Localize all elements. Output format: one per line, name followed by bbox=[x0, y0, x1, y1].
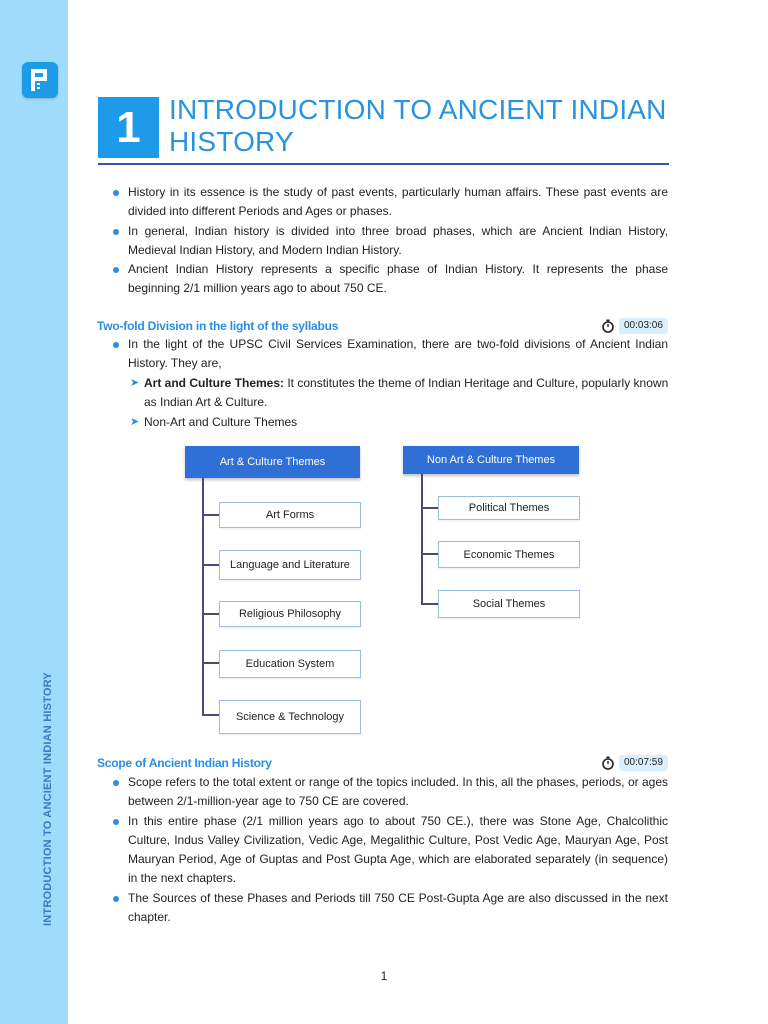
tree-connector bbox=[421, 507, 438, 509]
tree-connector bbox=[202, 714, 219, 716]
title-rule bbox=[98, 163, 669, 165]
list-item: In the light of the UPSC Civil Services Examination, there are two-fold divisions of Ancient Indian History. They are, bbox=[110, 335, 668, 374]
tree-connector bbox=[202, 613, 219, 615]
list-item: In general, Indian history is divided into three broad phases, which are Ancient Indian History, Medieval Indian History, and Modern Indian History. bbox=[110, 222, 668, 261]
diagram-node: Science & Technology bbox=[219, 700, 361, 734]
list-item: Ancient Indian History represents a specific phase of Indian History. It represents the phase beginning 2/1 million years ago to about 750 CE. bbox=[110, 260, 668, 299]
sub-list-item bbox=[130, 374, 670, 413]
diagram-header-art-culture: Art & Culture Themes bbox=[185, 446, 360, 478]
diagram-node: Art Forms bbox=[219, 502, 361, 528]
sub-item-text: It constitutes the theme of Indian Heritage and Culture, popularly known as Indian Art & Culture. bbox=[144, 376, 669, 410]
chapter-title: INTRODUCTION TO ANCIENT INDIAN HISTORY bbox=[169, 94, 667, 157]
intro-bullet-list bbox=[110, 183, 668, 299]
arrow-icon: ➤ bbox=[130, 415, 140, 428]
list-item: Scope refers to the total extent or range of the topics included. In this, all the phases, periods, or ages between 2/1-million-year age to 750 CE are covered. bbox=[110, 773, 668, 812]
video-timestamp[interactable] bbox=[601, 318, 671, 334]
diagram-node: Economic Themes bbox=[438, 541, 580, 568]
diagram-node: Political Themes bbox=[438, 496, 580, 520]
p-logo-icon bbox=[22, 62, 58, 98]
timestamp-label: 00:07:59 bbox=[619, 755, 668, 771]
tree-connector bbox=[202, 662, 219, 664]
section-heading-scope: Scope of Ancient Indian History bbox=[97, 756, 272, 770]
sub-item-bold: Art and Culture Themes: bbox=[144, 376, 285, 390]
sidebar-band bbox=[0, 0, 68, 1024]
list-item: The Sources of these Phases and Periods till 750 CE Post-Gupta Age are also discussed in the next chapter. bbox=[110, 889, 668, 928]
page-number: 1 bbox=[380, 969, 388, 983]
section1-bullet-list bbox=[110, 335, 668, 374]
diagram-header-non-art: Non Art & Culture Themes bbox=[403, 446, 579, 474]
sub-list-item bbox=[130, 413, 670, 432]
diagram-node: Religious Philosophy bbox=[219, 601, 361, 627]
chapter-number: 1 bbox=[98, 97, 159, 158]
stopwatch-icon bbox=[601, 319, 615, 333]
list-item: History in its essence is the study of past events, particularly human affairs. These past events are divided into different Periods and Ages or phases. bbox=[110, 183, 668, 222]
diagram-node: Language and Literature bbox=[219, 550, 361, 580]
diagram-node: Education System bbox=[219, 650, 361, 678]
sub-item-text: Non-Art and Culture Themes bbox=[144, 414, 298, 429]
sub-list bbox=[130, 374, 670, 432]
sidebar-vertical-title: INTRODUCTION TO ANCIENT INDIAN HISTORY bbox=[42, 672, 54, 926]
tree-connector bbox=[421, 474, 423, 604]
tree-connector bbox=[421, 603, 438, 605]
timestamp-label: 00:03:06 bbox=[619, 318, 668, 334]
video-timestamp[interactable] bbox=[601, 755, 671, 771]
section-heading-two-fold: Two-fold Division in the light of the syllabus bbox=[97, 319, 339, 333]
tree-connector bbox=[202, 514, 219, 516]
tree-connector bbox=[421, 553, 438, 555]
tree-connector bbox=[202, 564, 219, 566]
list-item: In this entire phase (2/1 million years ago to about 750 CE.), there was Stone Age, Chalcolithic Culture, Indus Valley Civilization, Vedic Age, Megalithic Culture, Post Vedic Age, Mauryan Age, Post Mauryan Period, Age of Guptas and Post Gupta Age, which are elaborated separately (in sequence) in the next chapters. bbox=[110, 812, 668, 889]
diagram-node: Social Themes bbox=[438, 590, 580, 618]
arrow-icon: ➤ bbox=[130, 377, 140, 389]
section2-bullet-list bbox=[110, 773, 668, 927]
stopwatch-icon bbox=[601, 756, 615, 770]
